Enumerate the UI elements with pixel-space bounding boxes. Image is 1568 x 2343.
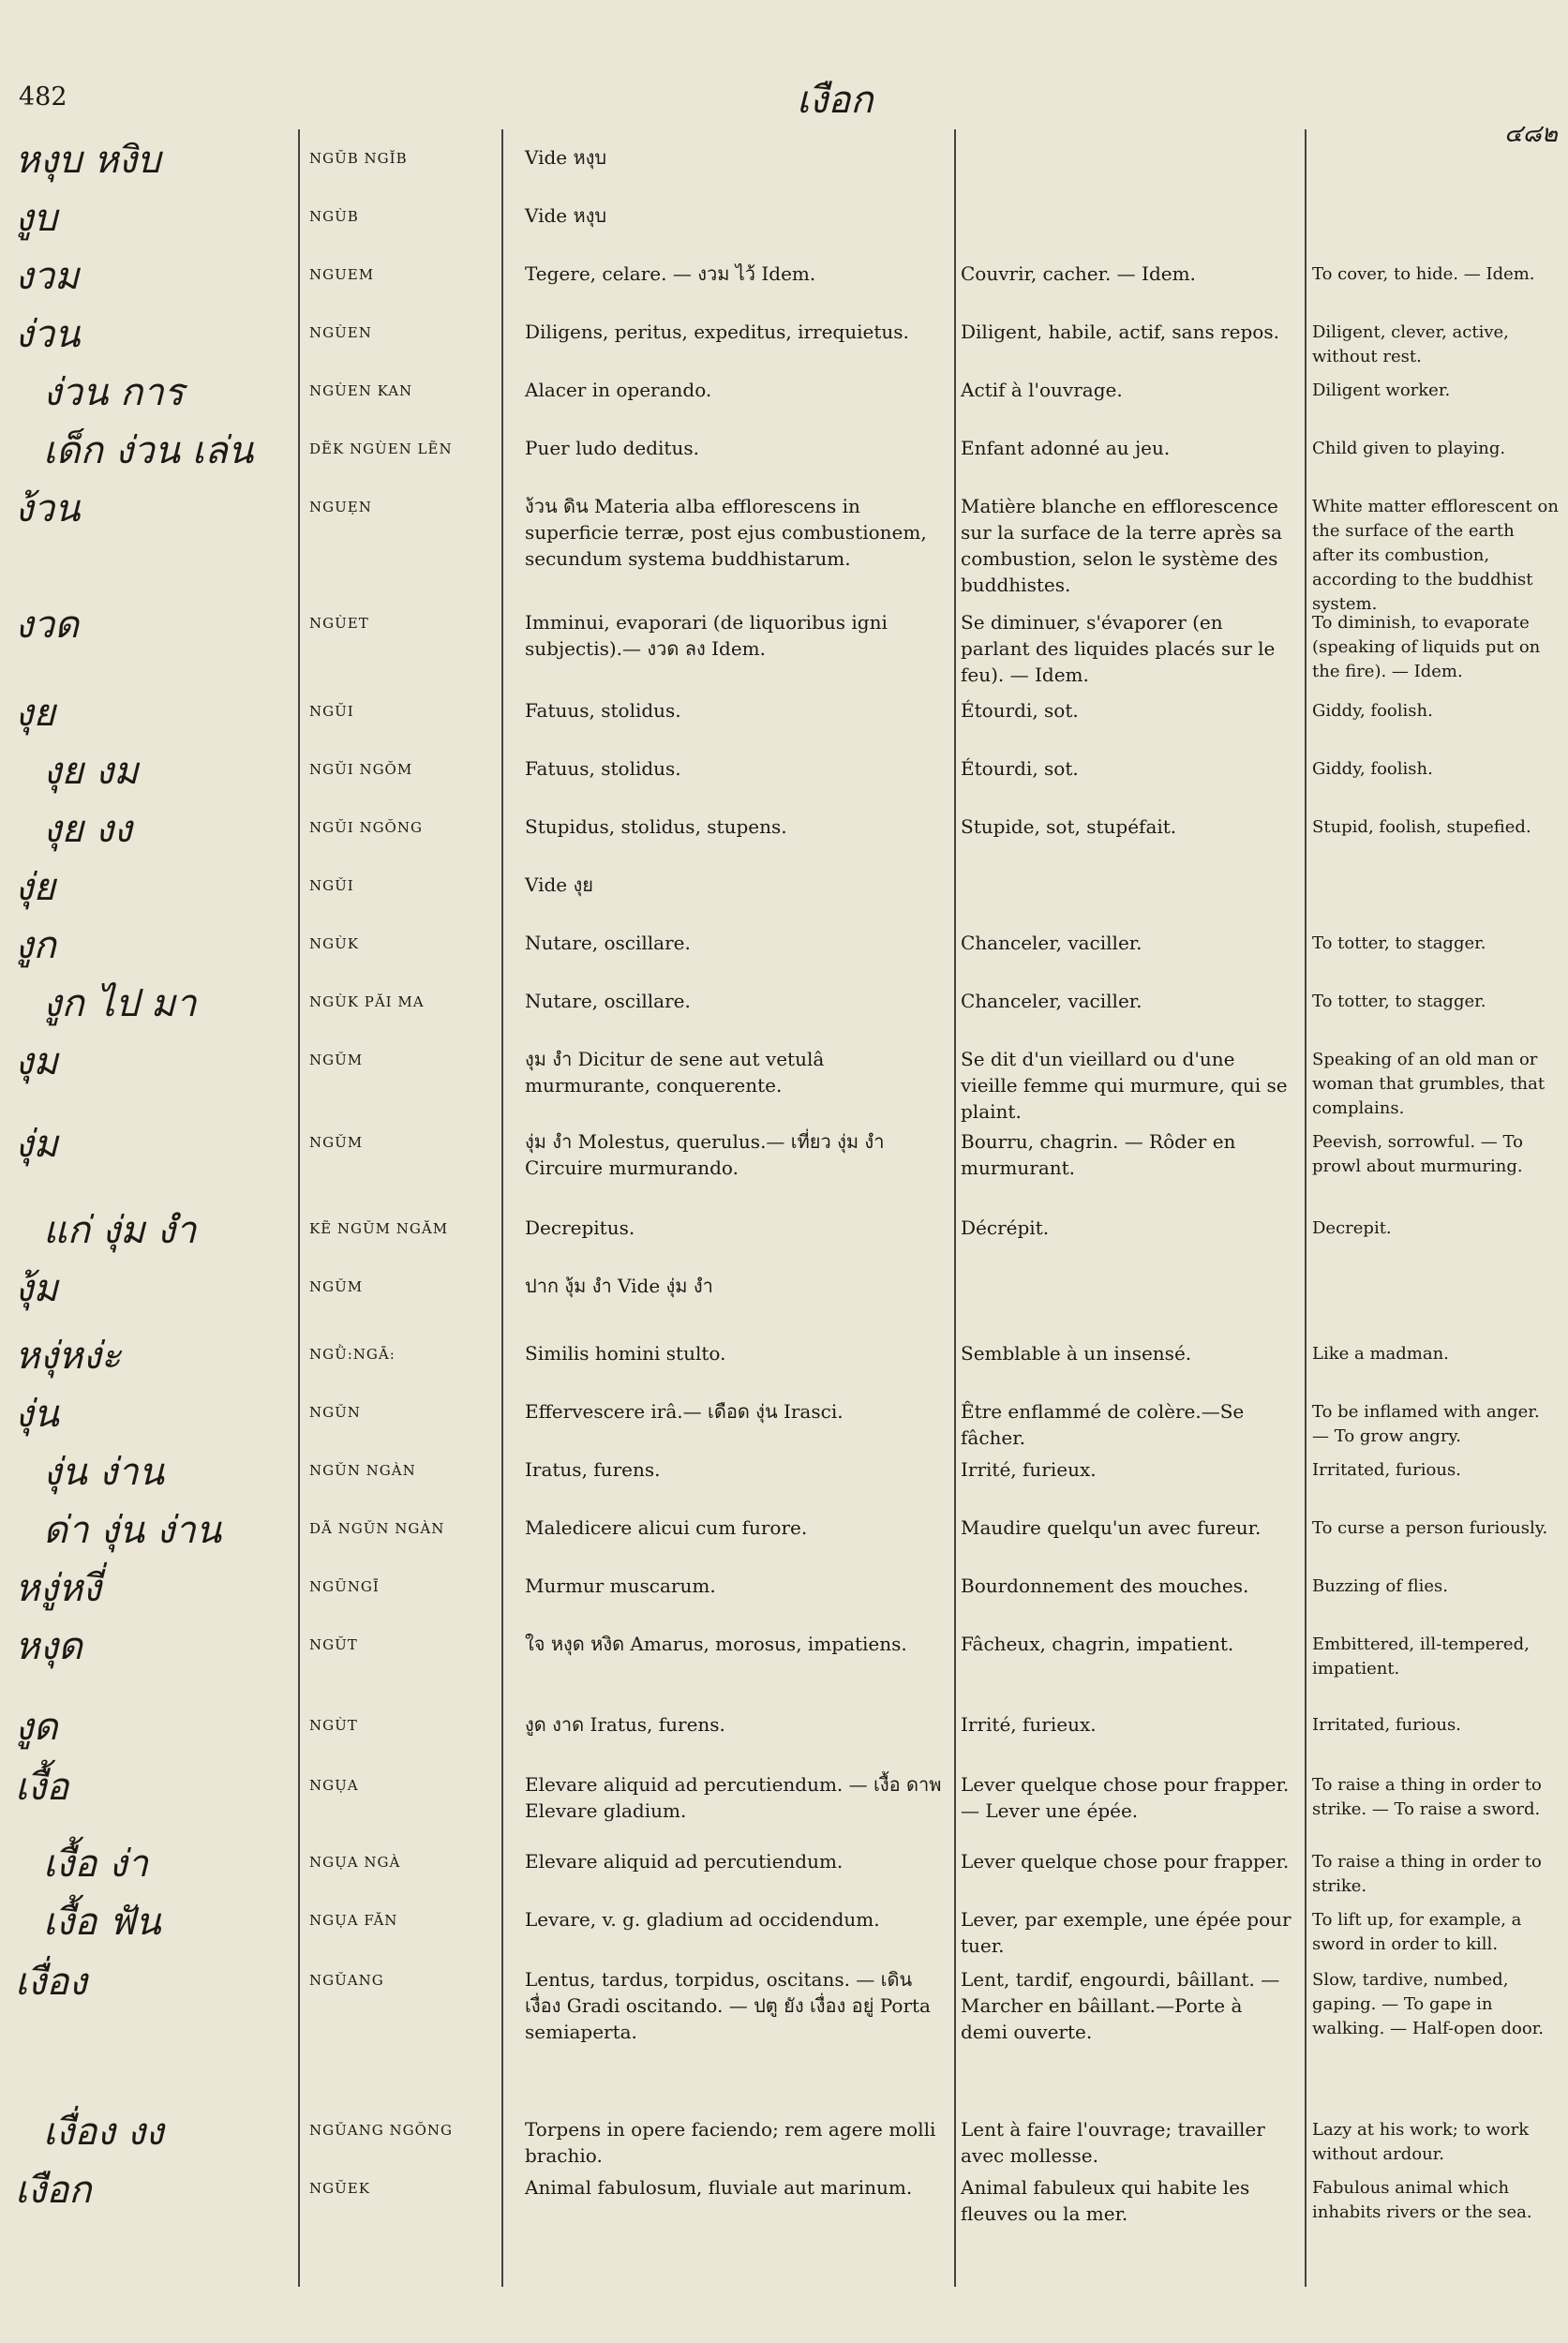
latin-definition: Alacer in operando. bbox=[525, 379, 712, 401]
french-definition: Animal fabuleux qui habite les fleuves ou la mer. bbox=[961, 2176, 1250, 2225]
latin-definition: Nutare, oscillare. bbox=[525, 932, 691, 954]
english-definition: Stupid, foolish, stupefied. bbox=[1312, 817, 1531, 837]
transliteration: NGÙEN bbox=[309, 324, 372, 341]
column-rule bbox=[954, 129, 956, 2287]
english-definition: Lazy at his work; to work without ardour. bbox=[1312, 2120, 1530, 2164]
french-definition: Lever quelque chose pour frapper. — Lever une épée. bbox=[961, 1773, 1290, 1822]
latin-definition: Decrepitus. bbox=[525, 1216, 635, 1239]
transliteration: NGǓM bbox=[309, 1134, 364, 1151]
latin-definition: Murmur muscarum. bbox=[525, 1574, 716, 1597]
english-definition: Slow, tardive, numbed, gaping. — To gape in walking. — Half-open door. bbox=[1312, 1970, 1544, 2038]
thai-headword: งูบ bbox=[15, 197, 57, 240]
french-definition: Stupide, sot, stupéfait. bbox=[961, 815, 1177, 838]
english-definition: To lift up, for example, a sword in order to kill. bbox=[1312, 1910, 1522, 1954]
french-definition: Décrépit. bbox=[961, 1216, 1050, 1239]
transliteration: NGŨNGĪ bbox=[309, 1578, 380, 1595]
page-number: 482 bbox=[19, 82, 67, 112]
thai-headword: เด็ก ง่วน เล่น bbox=[43, 429, 254, 472]
latin-definition: Nutare, oscillare. bbox=[525, 990, 691, 1012]
transliteration: NGǓM bbox=[309, 1278, 364, 1295]
english-definition: Child given to playing. bbox=[1312, 439, 1506, 458]
latin-definition: ใจ หงุด หงิด Amarus, morosus, impatiens. bbox=[525, 1633, 907, 1655]
english-definition: To raise a thing in order to strike. — To raise a sword. bbox=[1312, 1775, 1542, 1819]
french-definition: Matière blanche en efflorescence sur la surface de la terre après sa combustion, selon le système des buddhistes. bbox=[961, 495, 1282, 596]
thai-headword: เงื้อ bbox=[15, 1766, 69, 1809]
english-definition: To totter, to stagger. bbox=[1312, 933, 1486, 953]
thai-headword: งุ่น bbox=[15, 1393, 59, 1436]
transliteration: DÃ NGǓN NGÀN bbox=[309, 1520, 445, 1537]
transliteration: NGỤA NGÀ bbox=[309, 1854, 401, 1871]
french-definition: Chanceler, vaciller. bbox=[961, 932, 1142, 954]
transliteration: NGÙT bbox=[309, 1717, 358, 1734]
page-head-word: เงือก bbox=[797, 79, 874, 122]
latin-definition: Vide หงุบ bbox=[525, 204, 607, 227]
english-definition: Like a madman. bbox=[1312, 1344, 1449, 1364]
transliteration: NGÙK bbox=[309, 935, 359, 952]
latin-definition: ง้วน ดิน Materia alba efflorescens in superficie terræ, post ejus combustionem, secundum systema buddhistarum. bbox=[525, 495, 927, 570]
french-definition: Irrité, furieux. bbox=[961, 1713, 1097, 1736]
english-definition: Diligent, clever, active, without rest. bbox=[1312, 322, 1509, 366]
thai-headword: งูก bbox=[15, 924, 56, 967]
latin-definition: ปาก งุ้ม งำ Vide งุ่ม งำ bbox=[525, 1275, 713, 1297]
latin-definition: Fatuus, stolidus. bbox=[525, 699, 681, 722]
french-definition bbox=[961, 866, 1293, 872]
transliteration: NGŬEK bbox=[309, 2180, 370, 2197]
thai-headword: งุย bbox=[15, 692, 55, 735]
latin-definition: Elevare aliquid ad percutiendum. — เงื้อ ดาพ Elevare gladium. bbox=[525, 1773, 942, 1822]
thai-headword: เงื้อ ง่า bbox=[43, 1843, 148, 1886]
french-definition bbox=[961, 197, 1293, 202]
english-definition: Giddy, foolish. bbox=[1312, 701, 1433, 721]
latin-definition: Fatuus, stolidus. bbox=[525, 757, 681, 780]
french-definition: Étourdi, sot. bbox=[961, 757, 1079, 780]
latin-definition: งุม งำ Dicitur de sene aut vetulâ murmurante, conquerente. bbox=[525, 1048, 825, 1097]
english-definition: Embittered, ill-tempered, impatient. bbox=[1312, 1634, 1530, 1679]
transliteration: NGÙB bbox=[309, 208, 359, 225]
english-definition: To curse a person furiously. bbox=[1312, 1518, 1548, 1538]
english-definition: Diligent worker. bbox=[1312, 381, 1451, 400]
column-rule bbox=[1305, 129, 1307, 2287]
latin-definition: Torpens in opere faciendo; rem agere molli brachio. bbox=[525, 2118, 936, 2167]
french-definition: Couvrir, cacher. — Idem. bbox=[961, 262, 1196, 285]
transliteration: NGŬI NGŎNG bbox=[309, 819, 423, 836]
transliteration: NGŬB NGĬB bbox=[309, 150, 408, 167]
transliteration: NGỤA FĂN bbox=[309, 1912, 398, 1929]
transliteration: NGǓM bbox=[309, 1052, 364, 1068]
french-definition: Fâcheux, chagrin, impatient. bbox=[961, 1633, 1234, 1655]
column-rule bbox=[501, 129, 503, 2287]
thai-page-number: ๔๘๒ bbox=[1504, 120, 1558, 148]
english-definition: To raise a thing in order to strike. bbox=[1312, 1852, 1542, 1896]
french-definition: Maudire quelqu'un avec fureur. bbox=[961, 1516, 1262, 1539]
thai-headword: หงุด bbox=[15, 1625, 82, 1668]
thai-headword: ง่วน การ bbox=[43, 371, 185, 414]
latin-definition: Elevare aliquid ad percutiendum. bbox=[525, 1850, 844, 1873]
english-definition: Irritated, furious. bbox=[1312, 1460, 1461, 1480]
english-definition: To diminish, to evaporate (speaking of liquids put on the fire). — Idem. bbox=[1312, 613, 1541, 681]
english-definition bbox=[1312, 139, 1561, 146]
french-definition: Se diminuer, s'évaporer (en parlant des liquides placés sur le feu). — Idem. bbox=[961, 611, 1276, 686]
latin-definition: Puer ludo deditus. bbox=[525, 437, 699, 459]
transliteration: DẼK NGÙEN LẼN bbox=[309, 440, 453, 457]
french-definition: Diligent, habile, actif, sans repos. bbox=[961, 321, 1279, 343]
thai-headword: เงือก bbox=[15, 2169, 92, 2212]
thai-headword: งูก ไป มา bbox=[43, 982, 197, 1025]
english-definition: Giddy, foolish. bbox=[1312, 759, 1433, 779]
transliteration: NGÙK PĂI MA bbox=[309, 993, 425, 1010]
latin-definition: Vide หงุบ bbox=[525, 146, 607, 169]
thai-headword: งูด bbox=[15, 1706, 58, 1749]
french-definition: Être enflammé de colère.—Se fâcher. bbox=[961, 1400, 1245, 1449]
thai-headword: งุ่ย bbox=[15, 866, 55, 909]
thai-headword: งวด bbox=[15, 604, 79, 647]
french-definition bbox=[961, 1267, 1293, 1273]
latin-definition: Lentus, tardus, torpidus, oscitans. — เดิน เงื่อง Gradi oscitando. — ปตู ยัง เงื่อง อยู่ Porta semiaperta. bbox=[525, 1968, 931, 2043]
english-definition: Peevish, sorrowful. — To prowl about murmuring. bbox=[1312, 1132, 1523, 1176]
english-definition: Decrepit. bbox=[1312, 1218, 1392, 1238]
thai-headword: เงื่อง bbox=[15, 1961, 87, 2004]
latin-definition: Iratus, furens. bbox=[525, 1458, 661, 1481]
transliteration: NGUẸN bbox=[309, 499, 372, 515]
thai-headword: หงุ่หง่ะ bbox=[15, 1335, 122, 1378]
french-definition: Lent, tardif, engourdi, bâillant. — Marcher en bâillant.—Porte à demi ouverte. bbox=[961, 1968, 1280, 2043]
thai-headword: เงื่อง งง bbox=[43, 2111, 164, 2154]
latin-definition: Imminui, evaporari (de liquoribus igni subjectis).— งวด ลง Idem. bbox=[525, 611, 888, 660]
latin-definition: Similis homini stulto. bbox=[525, 1342, 726, 1365]
latin-definition: Tegere, celare. — งวม ไว้ Idem. bbox=[525, 262, 816, 285]
transliteration: NGUEM bbox=[309, 266, 375, 283]
thai-headword: งวม bbox=[15, 255, 80, 298]
french-definition: Étourdi, sot. bbox=[961, 699, 1079, 722]
latin-definition: Animal fabulosum, fluviale aut marinum. bbox=[525, 2176, 913, 2199]
french-definition: Lever quelque chose pour frapper. bbox=[961, 1850, 1290, 1873]
french-definition: Lever, par exemple, une épée pour tuer. bbox=[961, 1908, 1292, 1957]
french-definition bbox=[961, 139, 1293, 144]
latin-definition: Levare, v. g. gladium ad occidendum. bbox=[525, 1908, 880, 1931]
thai-headword: งุย งม bbox=[43, 750, 139, 793]
french-definition: Semblable à un insensé. bbox=[961, 1342, 1192, 1365]
english-definition: White matter efflorescent on the surface of the earth after its combustion, according to the buddhist system. bbox=[1312, 497, 1559, 614]
transliteration: NGÙET bbox=[309, 615, 369, 632]
english-definition: Irritated, furious. bbox=[1312, 1715, 1461, 1735]
french-definition: Bourru, chagrin. — Rôder en murmurant. bbox=[961, 1130, 1236, 1179]
french-definition: Se dit d'un vieillard ou d'une vieille femme qui murmure, qui se plaint. bbox=[961, 1048, 1288, 1123]
thai-headword: งุ่น ง่าน bbox=[43, 1451, 164, 1494]
french-definition: Enfant adonné au jeu. bbox=[961, 437, 1171, 459]
transliteration: NGŬI bbox=[309, 703, 354, 720]
english-definition: Speaking of an old man or woman that grumbles, that complains. bbox=[1312, 1050, 1546, 1118]
english-definition: To totter, to stagger. bbox=[1312, 992, 1486, 1011]
thai-headword: หงู่หงี่ bbox=[15, 1567, 101, 1610]
thai-headword: งุม bbox=[15, 1040, 58, 1083]
english-definition: Buzzing of flies. bbox=[1312, 1576, 1448, 1596]
thai-headword: ง่วน bbox=[15, 313, 81, 356]
transliteration: NGǓN NGÀN bbox=[309, 1462, 416, 1479]
thai-headword: งุ้ม bbox=[15, 1267, 58, 1310]
latin-definition: Stupidus, stolidus, stupens. bbox=[525, 815, 787, 838]
french-definition: Actif à l'ouvrage. bbox=[961, 379, 1123, 401]
latin-definition: งุ่ม งำ Molestus, querulus.— เที่ยว งุ่ม งำ Circuire murmurando. bbox=[525, 1130, 885, 1179]
thai-headword: เงื้อ ฟัน bbox=[43, 1901, 161, 1944]
transliteration: NGŬI NGŎM bbox=[309, 761, 413, 778]
english-definition bbox=[1312, 1267, 1561, 1275]
thai-headword: งุ่ม bbox=[15, 1123, 58, 1166]
transliteration: NGǓN bbox=[309, 1404, 361, 1421]
french-definition: Chanceler, vaciller. bbox=[961, 990, 1142, 1012]
transliteration: NGŬT bbox=[309, 1636, 358, 1653]
thai-headword: แก่ งุ่ม งำ bbox=[43, 1209, 197, 1252]
thai-headword: งุย งง bbox=[43, 808, 132, 851]
transliteration: NGỤA bbox=[309, 1777, 359, 1794]
english-definition bbox=[1312, 866, 1561, 873]
french-definition: Irrité, furieux. bbox=[961, 1458, 1097, 1481]
transliteration: NGǓANG bbox=[309, 1972, 384, 1989]
french-definition: Bourdonnement des mouches. bbox=[961, 1574, 1249, 1597]
transliteration: NGǓI bbox=[309, 877, 354, 894]
latin-definition: Diligens, peritus, expeditus, irrequietus. bbox=[525, 321, 909, 343]
transliteration: NGǛ:NGĀ: bbox=[309, 1346, 396, 1363]
latin-definition: Vide งุย bbox=[525, 873, 593, 896]
latin-definition: Effervescere irâ.— เดือด งุ่น Irasci. bbox=[525, 1400, 844, 1423]
thai-headword: ง้วน bbox=[15, 487, 81, 530]
thai-headword: ด่า งุ่น ง่าน bbox=[43, 1509, 222, 1552]
latin-definition: Maledicere alicui cum furore. bbox=[525, 1516, 808, 1539]
thai-headword: หงุบ หงิบ bbox=[15, 139, 161, 182]
transliteration: NGǓANG NGŎNG bbox=[309, 2122, 453, 2139]
transliteration: KẼ NGǓM NGĂM bbox=[309, 1220, 449, 1237]
french-definition: Lent à faire l'ouvrage; travailler avec mollesse. bbox=[961, 2118, 1265, 2167]
english-definition bbox=[1312, 197, 1561, 204]
english-definition: To be inflamed with anger. — To grow angry. bbox=[1312, 1402, 1540, 1446]
transliteration: NGÙEN KAN bbox=[309, 382, 413, 399]
english-definition: To cover, to hide. — Idem. bbox=[1312, 264, 1535, 284]
english-definition: Fabulous animal which inhabits rivers or the sea. bbox=[1312, 2178, 1532, 2222]
latin-definition: งูด งาด Iratus, furens. bbox=[525, 1713, 725, 1736]
